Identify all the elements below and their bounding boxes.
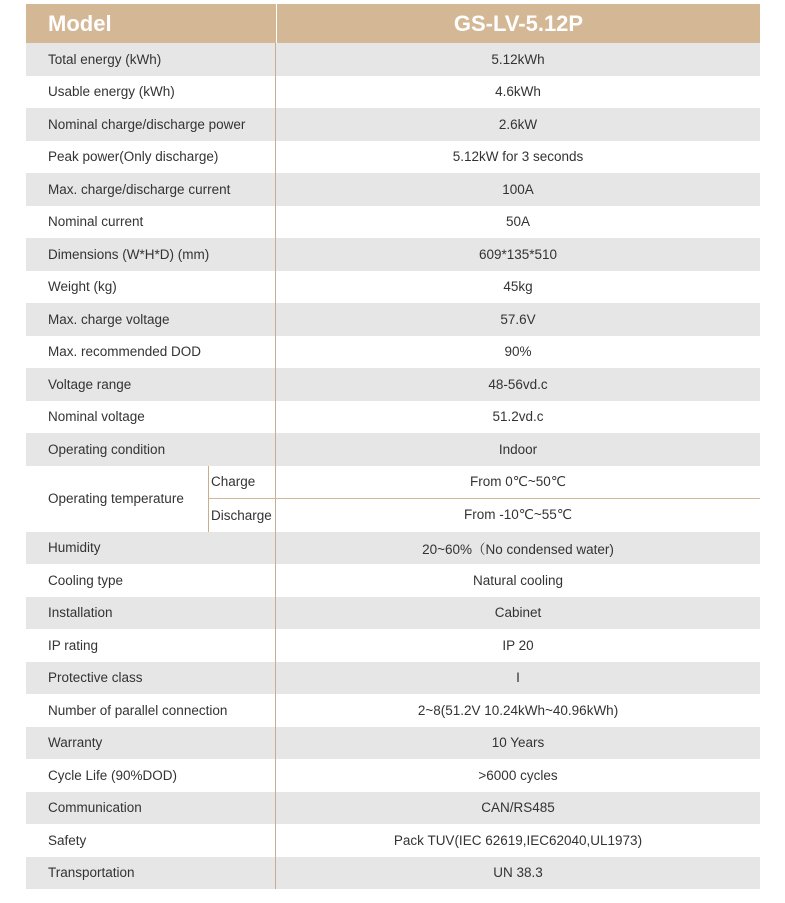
table-row (26, 206, 760, 239)
table-row (26, 629, 760, 662)
sub-value: From -10℃~55℃ (464, 507, 572, 523)
row-label: Operating temperature (26, 466, 209, 532)
charge-subrow (209, 466, 760, 500)
spec-rows-group-a (26, 43, 760, 466)
row-value: I (516, 670, 520, 686)
row-label: Operating condition (26, 433, 276, 466)
table-row (26, 173, 760, 206)
spec-rows-group-b (26, 532, 760, 890)
row-value: Natural cooling (472, 572, 564, 588)
table-header (26, 4, 760, 43)
row-value: >6000 cycles (478, 767, 558, 783)
table-row (26, 597, 760, 630)
row-label: Nominal current (26, 206, 276, 239)
row-value: Cabinet (494, 605, 542, 621)
table-row (26, 433, 760, 466)
row-value: 4.6kWh (495, 84, 541, 100)
table-row (26, 401, 760, 434)
row-value: 50A (505, 214, 531, 230)
table-row (26, 727, 760, 760)
row-value: Indoor (498, 441, 538, 457)
table-row (26, 141, 760, 174)
row-label: Voltage range (26, 368, 276, 401)
row-value: 90% (504, 344, 532, 360)
row-label: Nominal voltage (26, 401, 276, 434)
table-row (26, 238, 760, 271)
model-name: GS-LV-5.12P (276, 4, 760, 43)
row-label: Peak power(Only discharge) (26, 141, 276, 174)
row-label: Warranty (26, 727, 276, 760)
row-label: Number of parallel connection (26, 694, 276, 727)
spec-table (26, 4, 760, 889)
row-value: IP 20 (502, 637, 534, 653)
operating-temperature-subrows (209, 466, 760, 532)
header-label: Model (48, 11, 112, 36)
table-row (26, 368, 760, 401)
row-label: Protective class (26, 662, 276, 695)
row-label: Communication (26, 792, 276, 825)
row-label: Humidity (26, 532, 276, 565)
row-value: 2.6kW (498, 116, 538, 132)
row-value: 20~60%（No condensed water) (422, 541, 614, 557)
row-value: 48-56vd.c (488, 376, 548, 392)
row-value: 51.2vd.c (492, 409, 544, 425)
table-row (26, 694, 760, 727)
table-row (26, 303, 760, 336)
row-label: Transportation (26, 857, 276, 890)
row-label: Max. charge/discharge current (26, 173, 276, 206)
discharge-subrow (209, 499, 760, 532)
table-row (26, 108, 760, 141)
table-row (26, 532, 760, 565)
row-label: Installation (26, 597, 276, 630)
row-label: Max. recommended DOD (26, 336, 276, 369)
row-value: 5.12kW for 3 seconds (452, 149, 584, 165)
table-row (26, 76, 760, 109)
table-row (26, 662, 760, 695)
table-row (26, 857, 760, 890)
table-row (26, 824, 760, 857)
row-value: 45kg (503, 279, 533, 295)
row-value: 10 Years (491, 735, 545, 751)
row-label: Cooling type (26, 564, 276, 597)
sub-label: Charge (209, 466, 276, 499)
row-label: Cycle Life (90%DOD) (26, 759, 276, 792)
table-row (26, 336, 760, 369)
row-value: 2~8(51.2V 10.24kWh~40.96kWh) (417, 702, 619, 718)
row-value: 57.6V (500, 311, 536, 327)
row-label: Nominal charge/discharge power (26, 108, 276, 141)
row-label: Dimensions (W*H*D) (mm) (26, 238, 276, 271)
row-value: CAN/RS485 (481, 800, 555, 816)
sub-value: From 0℃~50℃ (470, 473, 566, 489)
row-label: Safety (26, 824, 276, 857)
row-label: Weight (kg) (26, 271, 276, 304)
sub-label: Discharge (209, 499, 276, 532)
row-value: UN 38.3 (493, 865, 543, 881)
table-row (26, 564, 760, 597)
row-label: IP rating (26, 629, 276, 662)
row-value: 100A (502, 181, 534, 197)
row-value: 609*135*510 (478, 246, 558, 262)
table-row (26, 43, 760, 76)
row-value: 5.12kWh (491, 51, 545, 67)
row-label: Max. charge voltage (26, 303, 276, 336)
row-label: Usable energy (kWh) (26, 76, 276, 109)
row-label: Total energy (kWh) (26, 43, 276, 76)
table-row (26, 792, 760, 825)
operating-temperature-row (26, 466, 760, 532)
row-value: Pack TUV(IEC 62619,IEC62040,UL1973) (393, 832, 643, 848)
table-row (26, 271, 760, 304)
table-row (26, 759, 760, 792)
